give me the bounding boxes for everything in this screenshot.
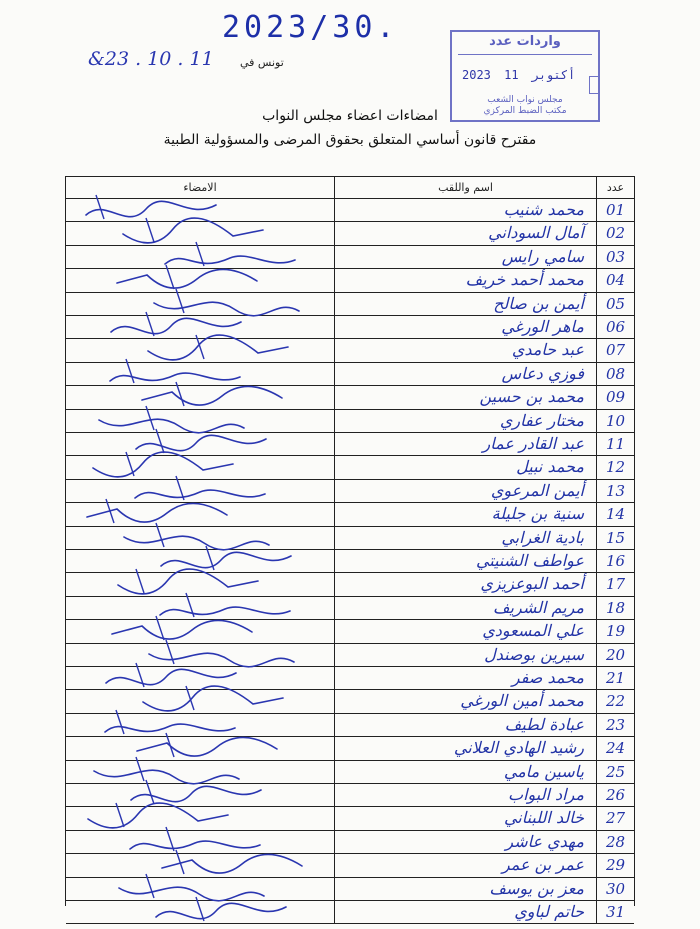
row-member-name: معز بن يوسف <box>334 878 596 900</box>
row-member-name: مختار عفاري <box>334 410 596 432</box>
row-member-name: ماهر الورغي <box>334 316 596 338</box>
stamp-title: واردات عدد <box>489 34 561 49</box>
signature-stroke <box>161 552 291 567</box>
row-member-name: محمد شنيب <box>334 199 596 221</box>
row-number: 07 <box>596 339 634 361</box>
row-number: 12 <box>596 456 634 478</box>
signature-stroke <box>136 435 266 450</box>
stamp-date <box>462 68 581 82</box>
row-number: 08 <box>596 363 634 385</box>
row-member-name: آمال السوداني <box>334 222 596 244</box>
document-subheading: مقترح قانون أساسي المتعلق بحقوق المرضى والمسؤولية الطبية <box>163 132 537 148</box>
row-number: 19 <box>596 620 634 642</box>
signature-stroke <box>116 710 124 734</box>
row-member-name: محمد بن حسين <box>334 386 596 408</box>
row-number: 04 <box>596 269 634 291</box>
row-member-name: أيمن بن صالح <box>334 293 596 315</box>
signature-stroke <box>106 669 236 684</box>
stamp-side-box <box>589 76 599 94</box>
stamp-date-year: 2023 <box>462 68 491 82</box>
row-number: 18 <box>596 597 634 619</box>
signature-stroke <box>96 195 104 219</box>
row-number: 20 <box>596 644 634 666</box>
table-row <box>66 878 634 901</box>
row-member-name: ياسين مامي <box>334 761 596 783</box>
signature-stroke <box>146 874 154 898</box>
row-signature-cell <box>66 901 334 923</box>
row-number: 15 <box>596 527 634 549</box>
row-number: 28 <box>596 831 634 853</box>
signature-stroke <box>166 265 174 289</box>
row-member-name: عبادة لطيف <box>334 714 596 736</box>
row-number: 11 <box>596 433 634 455</box>
signature-stroke <box>166 733 174 757</box>
signature-stroke <box>126 452 134 476</box>
row-member-name: عمر بن عمر <box>334 854 596 876</box>
signature-stroke <box>86 201 216 216</box>
row-member-name: محمد صفر <box>334 667 596 689</box>
row-number: 10 <box>596 410 634 432</box>
header-number: عدد <box>596 177 634 198</box>
city-label: تونس في <box>240 56 284 69</box>
row-number: 17 <box>596 573 634 595</box>
header-name: اسم واللقب <box>334 177 596 198</box>
stamp-footer-line-2: مكتب الضبط المركزي <box>483 106 567 116</box>
signature-stroke <box>156 429 164 453</box>
row-number: 24 <box>596 737 634 759</box>
row-member-name: مهدي عاشر <box>334 831 596 853</box>
signature-stroke <box>126 359 134 383</box>
row-member-name: محمد أحمد خريف <box>334 269 596 291</box>
row-number: 27 <box>596 807 634 829</box>
row-number: 05 <box>596 293 634 315</box>
signature-table <box>65 176 635 921</box>
row-member-name: محمد نبيل <box>334 456 596 478</box>
row-member-name: علي المسعودي <box>334 620 596 642</box>
row-number: 25 <box>596 761 634 783</box>
stamp-footer-line-1: مجلس نواب الشعب <box>487 95 563 105</box>
table-row <box>66 527 634 550</box>
row-number: 29 <box>596 854 634 876</box>
stamp-date-day: 11 <box>504 68 519 82</box>
signature-stroke <box>176 476 184 500</box>
handwritten-date: &23 . 10 . 11 <box>88 48 214 70</box>
header-signature: الامضاء <box>183 181 217 194</box>
signature-stroke <box>176 289 184 313</box>
signature-stroke <box>136 569 144 593</box>
row-number: 14 <box>596 503 634 525</box>
signature-stroke <box>116 803 124 827</box>
table-row <box>66 269 634 292</box>
row-number: 16 <box>596 550 634 572</box>
row-member-name: فوزي دعاس <box>334 363 596 385</box>
signature-stroke <box>176 382 184 406</box>
row-member-name: رشيد الهادي العلاني <box>334 737 596 759</box>
row-member-name: مراد البواب <box>334 784 596 806</box>
row-number: 06 <box>596 316 634 338</box>
row-member-name: أيمن المرعوي <box>334 480 596 502</box>
row-member-name: سامي رايس <box>334 246 596 268</box>
signature-stroke <box>111 318 241 333</box>
document-heading: امضاءات اعضاء مجلس النواب <box>262 108 438 124</box>
table-row <box>66 901 634 924</box>
row-number: 09 <box>596 386 634 408</box>
row-member-name: بادية الغرابي <box>334 527 596 549</box>
row-number: 22 <box>596 690 634 712</box>
row-member-name: عبد القادر عمار <box>334 433 596 455</box>
row-member-name: سيرين بوصندل <box>334 644 596 666</box>
row-number: 30 <box>596 878 634 900</box>
table-row <box>66 222 634 245</box>
row-number: 03 <box>596 246 634 268</box>
signature-stroke <box>156 523 164 547</box>
stamp-divider <box>458 54 592 55</box>
row-number: 21 <box>596 667 634 689</box>
signature-stroke <box>112 621 252 640</box>
table-row <box>66 831 634 854</box>
row-number: 23 <box>596 714 634 736</box>
signature-stroke <box>136 757 144 781</box>
reference-number: 2023/30. <box>222 10 399 45</box>
signature-stroke <box>146 218 154 242</box>
row-number: 02 <box>596 222 634 244</box>
table-row <box>66 573 634 596</box>
row-member-name: أحمد البوعزيزي <box>334 573 596 595</box>
signature-stroke <box>142 387 282 406</box>
row-member-name: مريم الشريف <box>334 597 596 619</box>
signature-stroke <box>146 406 154 430</box>
row-number: 13 <box>596 480 634 502</box>
signature-stroke <box>196 897 204 921</box>
row-member-name: خالد اللبناني <box>334 807 596 829</box>
row-number: 31 <box>596 901 634 923</box>
row-number: 01 <box>596 199 634 221</box>
handwritten-signature <box>156 895 306 929</box>
row-member-name: محمد أمين الورغي <box>334 690 596 712</box>
row-number: 26 <box>596 784 634 806</box>
signature-stroke <box>146 780 154 804</box>
row-member-name: حاتم لباوي <box>334 901 596 923</box>
signature-stroke <box>117 270 257 289</box>
row-member-name: سنية بن جليلة <box>334 503 596 525</box>
stamp-date-month: أكتوبر <box>531 68 576 82</box>
signature-stroke <box>137 738 277 757</box>
row-member-name: عواطف الشنيتي <box>334 550 596 572</box>
row-member-name: عبد حامدي <box>334 339 596 361</box>
